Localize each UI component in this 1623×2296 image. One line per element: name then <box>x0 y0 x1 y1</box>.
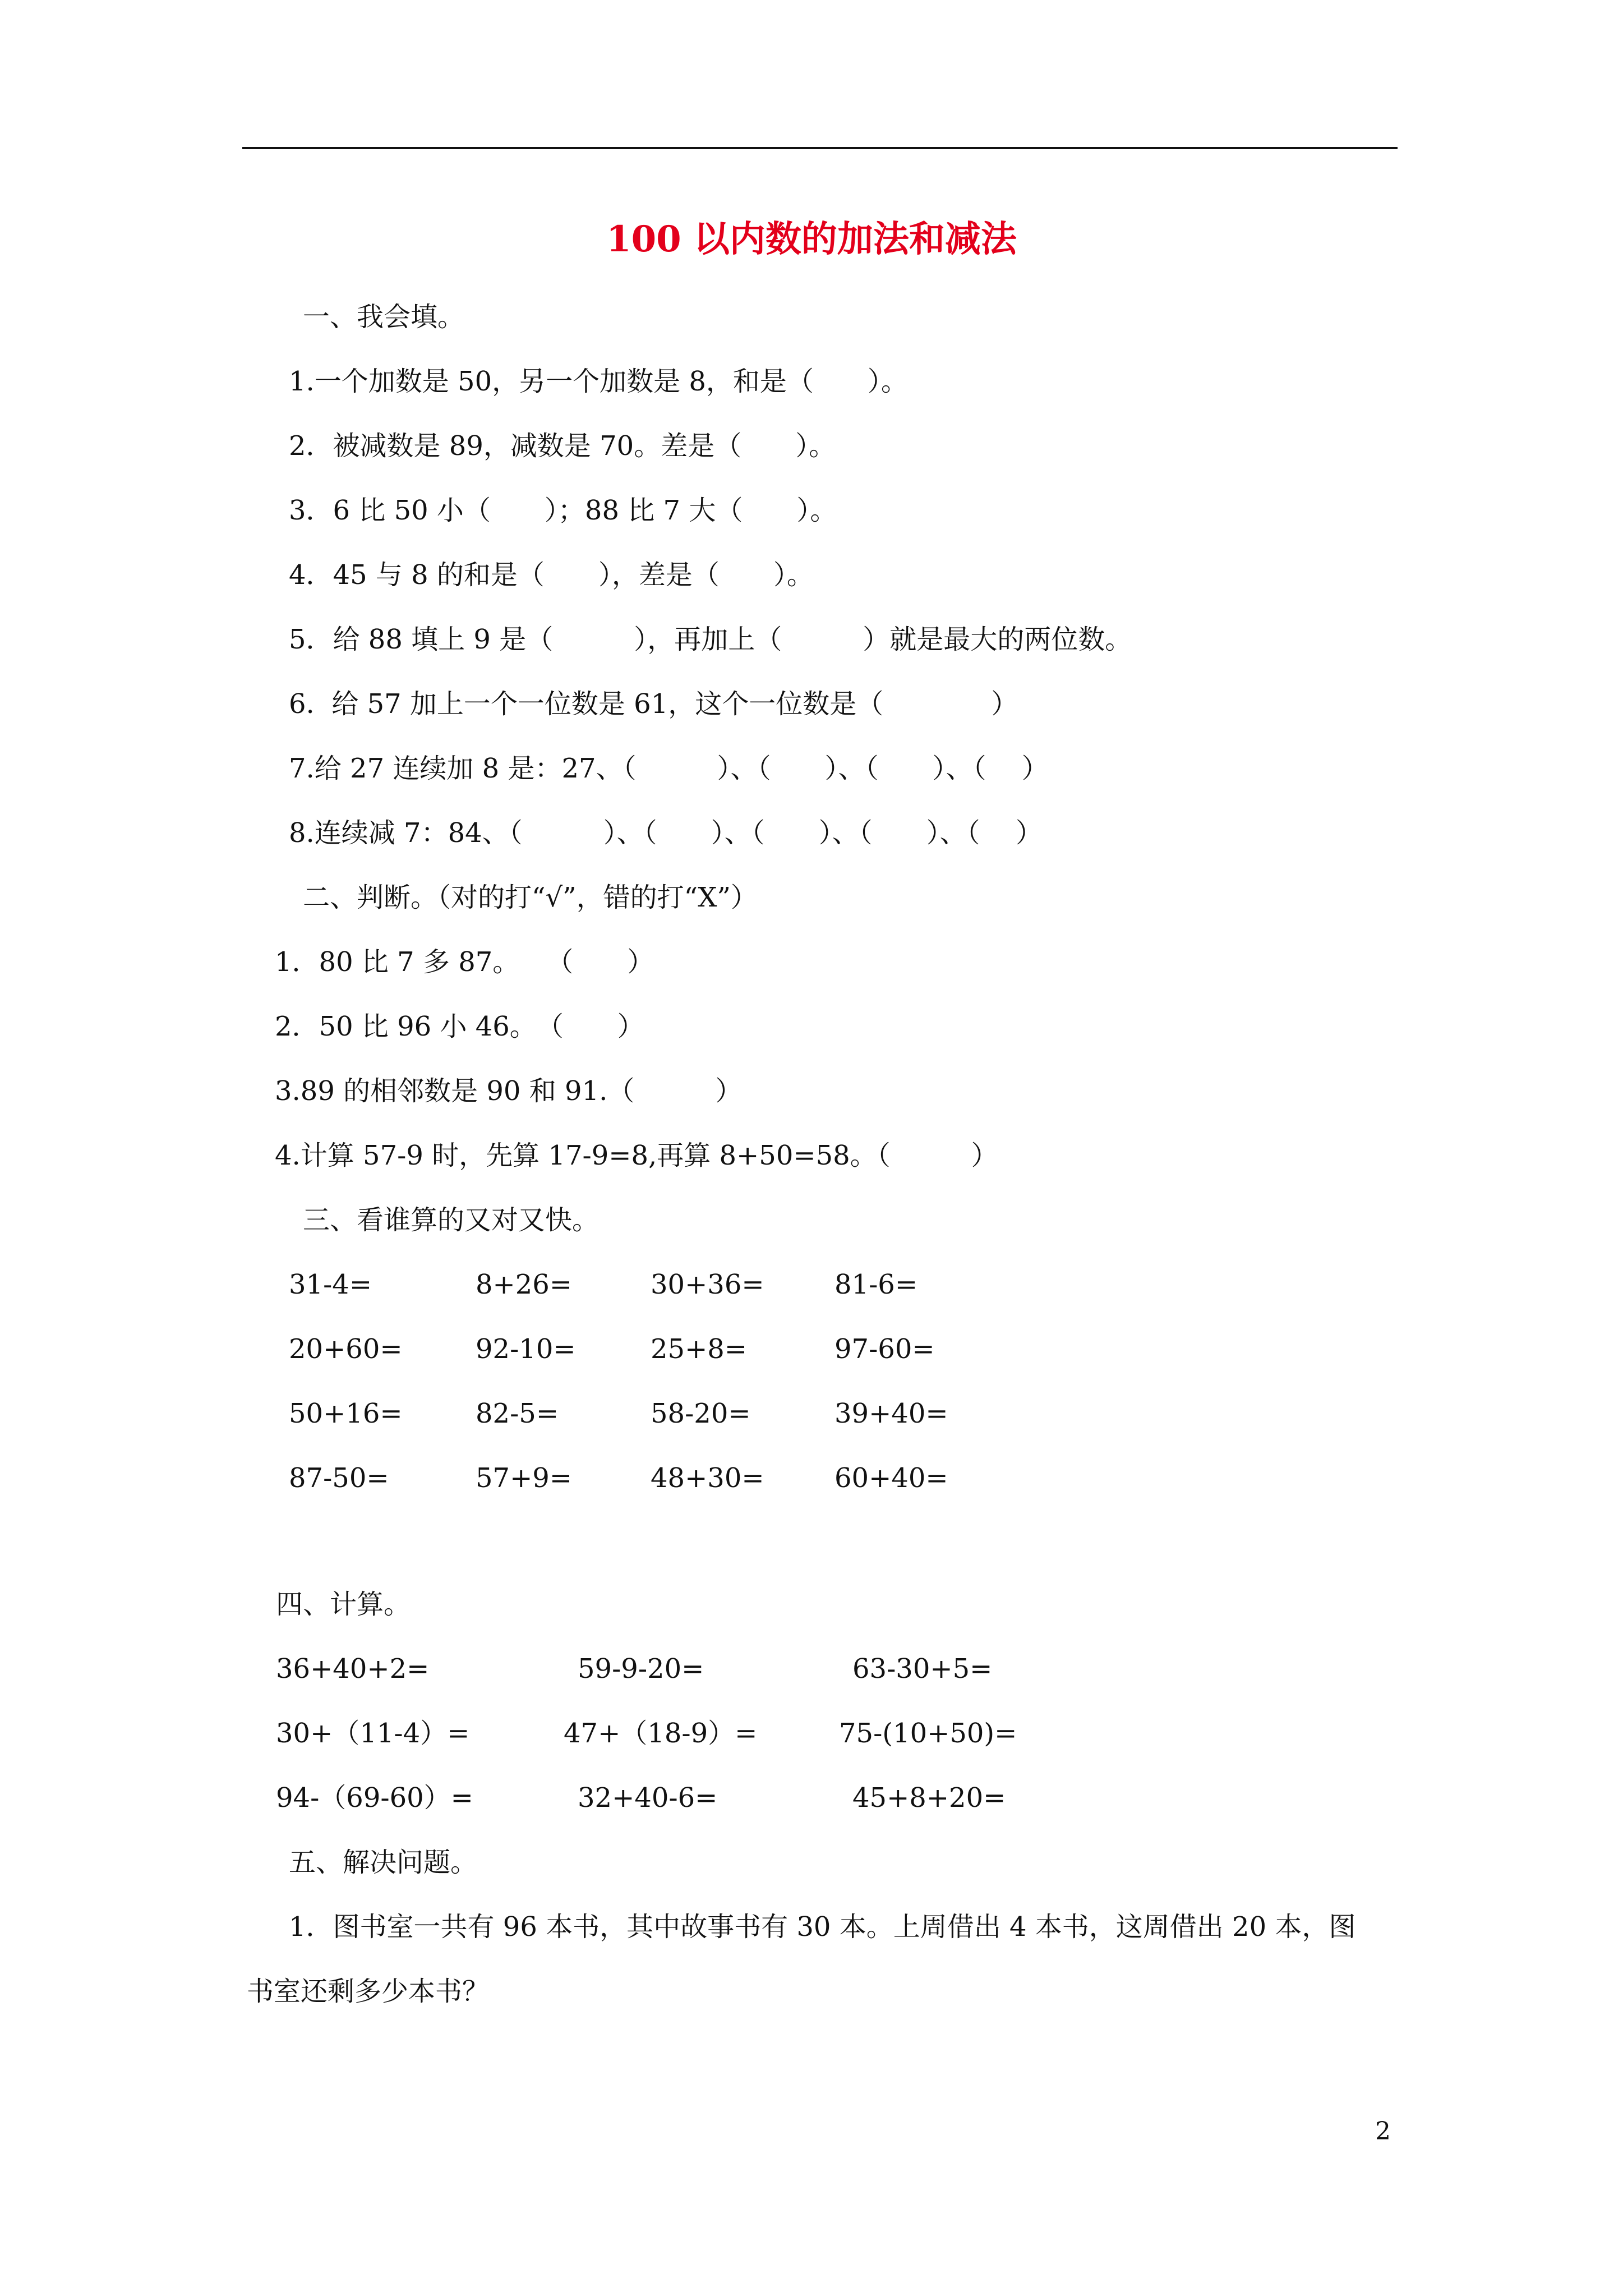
page-title: 100 以内数的加法和减法 <box>606 218 1017 260</box>
oral-calc-item: 81-6= <box>834 1269 918 1300</box>
section3-heading: 三、看谁算的又对又快。 <box>303 1204 600 1236</box>
oral-calc-item: 30+36= <box>651 1269 764 1300</box>
oral-calc-item: 82-5= <box>476 1398 559 1429</box>
oral-calc-item: 25+8= <box>651 1333 748 1365</box>
calc-item: 30+（11-4）= <box>276 1718 470 1749</box>
problem1-line2: 书室还剩多少本书？ <box>247 1976 490 2007</box>
section1-item-2: 2．被减数是 89，减数是 70。差是（ ）。 <box>289 430 836 462</box>
oral-calc-item: 50+16= <box>289 1398 403 1429</box>
section1-item-5: 5．给 88 填上 9 是（ ），再加上（ ）就是最大的两位数。 <box>289 624 1132 655</box>
oral-calc-item: 60+40= <box>834 1462 948 1494</box>
calc-item: 63-30+5= <box>852 1653 993 1685</box>
oral-calc-item: 39+40= <box>834 1398 948 1429</box>
section1-item-6: 6. 给 57 加上一个一位数是 61，这个一位数是（ ） <box>289 688 1018 720</box>
calc-item: 32+40-6= <box>578 1782 718 1814</box>
section2-item-4: 4.计算 57-9 时，先算 17-9=8,再算 8+50=58。（ ） <box>275 1140 998 1171</box>
section1-item-3: 3．6 比 50 小（ ）；88 比 7 大（ ）。 <box>289 495 837 526</box>
section2-heading: 二、判断。（对的打“√”，错的打“X”） <box>303 882 758 913</box>
oral-calc-item: 57+9= <box>476 1462 573 1494</box>
section1-item-8: 8.连续减 7：84、（ ）、（ ）、（ ）、（ ）、（ ） <box>289 817 1043 849</box>
calc-item: 75-(10+50)= <box>839 1718 1017 1749</box>
calc-item: 45+8+20= <box>852 1782 1006 1814</box>
oral-calc-item: 20+60= <box>289 1333 403 1365</box>
section1-item-7: 7.给 27 连续加 8 是：27、（ ）、（ ）、（ ）、（ ） <box>289 753 1049 784</box>
section1-item-4: 4．45 与 8 的和是（ ），差是（ ）。 <box>289 559 814 591</box>
section1-item-1: 1.一个加数是 50，另一个加数是 8，和是（ ）。 <box>289 366 908 397</box>
oral-calc-item: 97-60= <box>834 1333 935 1365</box>
oral-calc-item: 31-4= <box>289 1269 372 1300</box>
section1-heading: 一、我会填。 <box>303 301 465 333</box>
oral-calc-item: 92-10= <box>476 1333 576 1365</box>
oral-calc-item: 8+26= <box>476 1269 573 1300</box>
section2-item-1: 1．80 比 7 多 87。 （ ） <box>275 946 654 978</box>
oral-calc-item: 58-20= <box>651 1398 751 1429</box>
calc-item: 59-9-20= <box>578 1653 704 1685</box>
oral-calc-item: 48+30= <box>651 1462 764 1494</box>
problem1-line1: 1．图书室一共有 96 本书，其中故事书有 30 本。上周借出 4 本书，这周借出 20 本，图 <box>289 1911 1356 1943</box>
page-number: 2 <box>1375 2117 1391 2146</box>
calc-item: 47+（18-9）= <box>564 1718 758 1749</box>
section2-item-3: 3.89 的相邻数是 90 和 91.（ ） <box>275 1075 743 1107</box>
oral-calc-item: 87-50= <box>289 1462 389 1494</box>
header-rule <box>242 147 1398 149</box>
section2-item-2: 2．50 比 96 小 46。 （ ） <box>275 1011 644 1042</box>
section4-heading: 四、计算。 <box>276 1589 411 1620</box>
calc-item: 36+40+2= <box>276 1653 430 1685</box>
calc-item: 94-（69-60）= <box>276 1782 473 1814</box>
section5-heading: 五、解决问题。 <box>289 1847 478 1878</box>
